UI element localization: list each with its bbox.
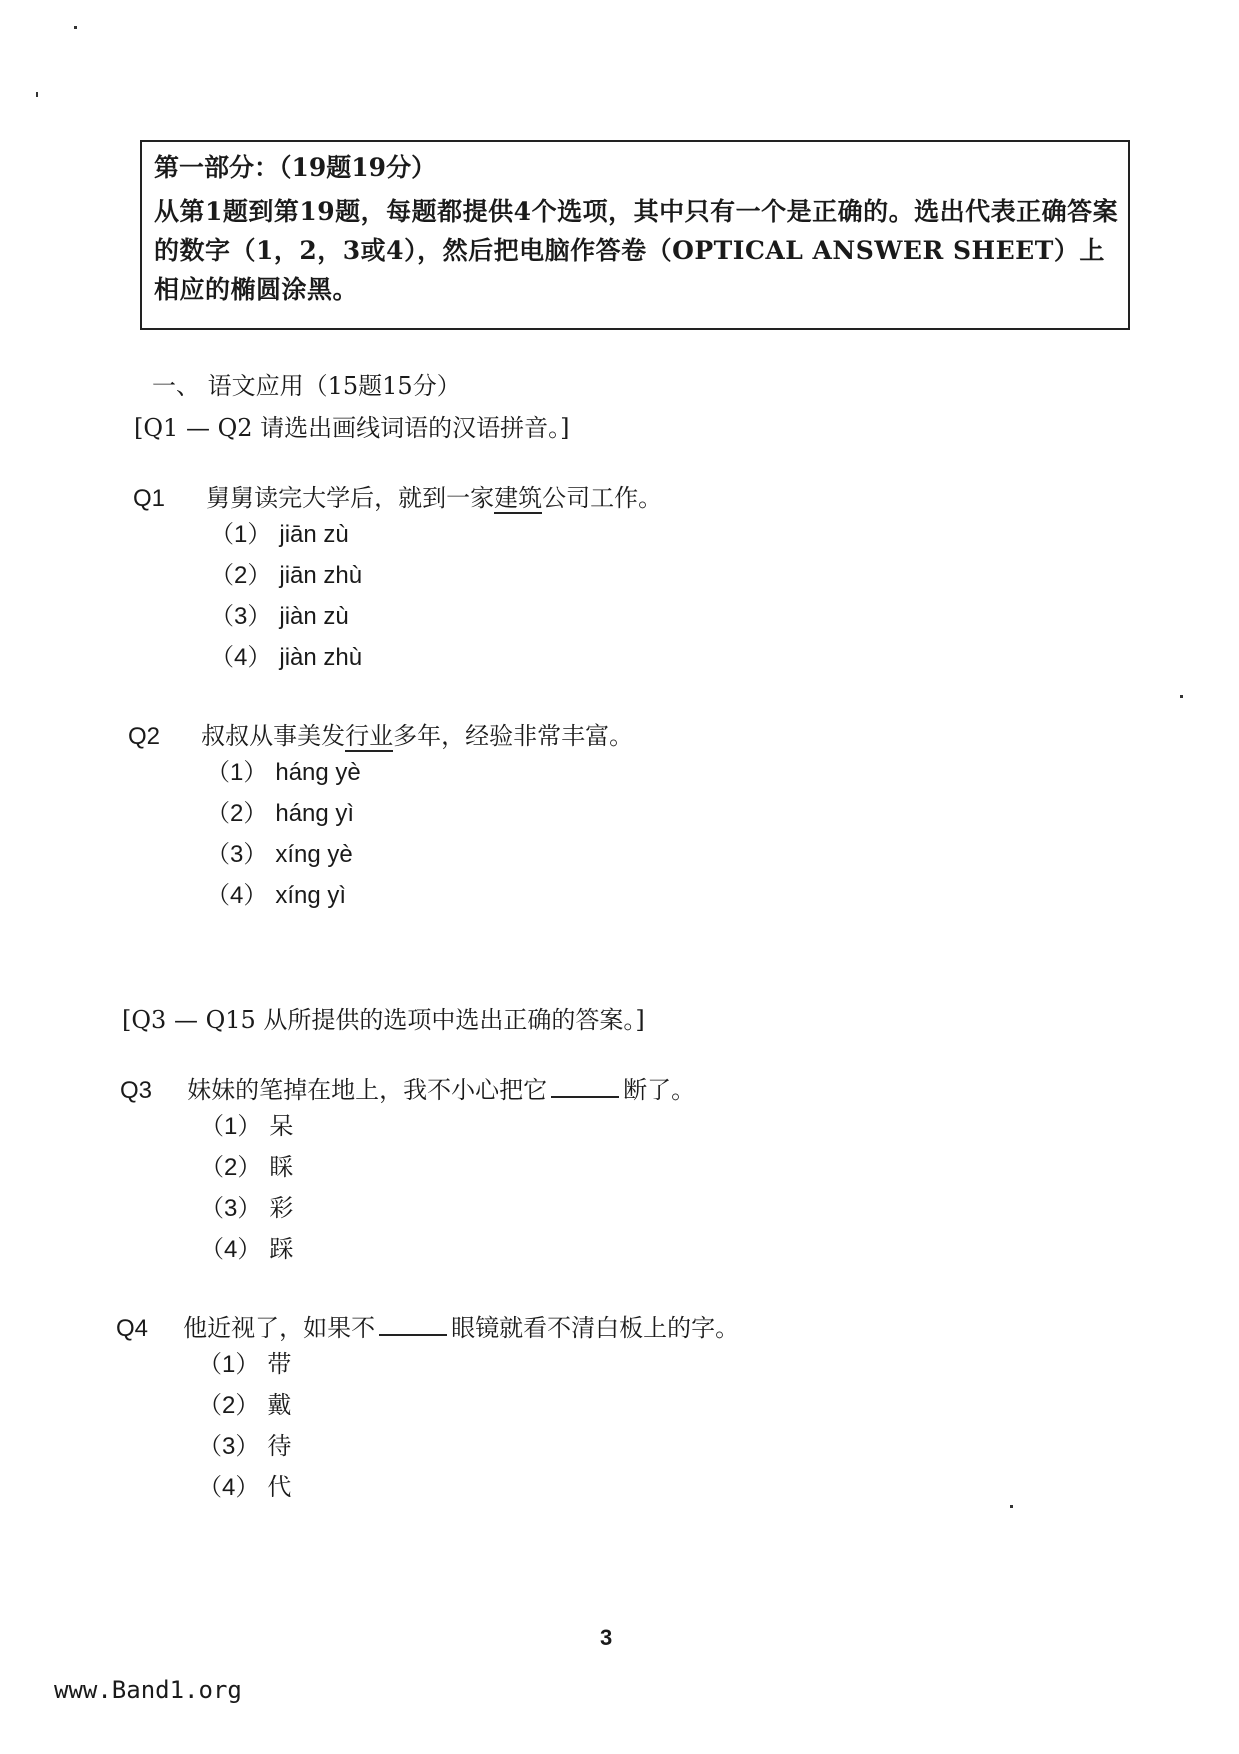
question-stem [201,722,633,750]
option: （3） 待 [198,1433,292,1460]
stem-text: 公司工作。 [542,484,663,512]
question-number: Q2 [128,723,161,750]
option: （1） jiān zù [210,521,349,548]
scan-speck [1180,695,1183,698]
question-q2 [128,716,633,751]
part-instruction-box [140,140,1130,330]
stem-text: 断了。 [623,1076,696,1104]
option: （2） jiān zhù [210,562,363,589]
question-stem [206,484,662,512]
instruction-q1-q2: [Q1 — Q2 请选出画线词语的汉语拼音。] [134,414,570,442]
stem-underlined: 行业 [345,722,394,750]
option: （2） háng yì [206,800,355,827]
option: （1） 带 [198,1351,292,1378]
stem-text: 妹妹的笔掉在地上，我不小心把它 [187,1076,548,1104]
footer-url: www.Band1.org [54,1676,242,1704]
option: （4） jiàn zhù [210,644,363,671]
scan-speck [1010,1505,1013,1508]
option: （4） xíng yì [206,882,347,909]
option: （4） 踩 [200,1236,294,1263]
stem-text: 他近视了，如果不 [183,1314,376,1342]
stem-text: 眼镜就看不清白板上的字。 [451,1314,740,1342]
question-q1 [133,478,662,513]
question-number: Q1 [133,485,166,512]
scan-speck [74,26,77,29]
q1-options [210,514,362,678]
q4-options [198,1344,291,1508]
question-number: Q4 [116,1315,149,1342]
option: （1） háng yè [206,759,361,786]
option: （1） 呆 [200,1113,294,1140]
q3-options [200,1106,293,1270]
scan-speck [36,92,38,97]
option: （2） 睬 [200,1154,294,1181]
question-q3 [120,1070,695,1105]
instruction-q3-q15: [Q3 — Q15 从所提供的选项中选出正确的答案。] [122,1006,645,1034]
option: （3） xíng yè [206,841,353,868]
q2-options [206,752,361,916]
question-stem [187,1076,695,1104]
option: （4） 代 [198,1474,292,1501]
option: （3） jiàn zù [210,603,349,630]
stem-text: 多年，经验非常丰富。 [393,722,634,750]
question-q4 [116,1308,739,1343]
part-title: 第一部分：（19题19分） [154,153,437,182]
part-instruction: 从第1题到第19题，每题都提供4个选项，其中只有一个是正确的。选出代表正确答案的数字（1，2，3或4），然后把电脑作答卷（OPTICAL ANSWER SHEET）上相应的椭圆涂黑。 [154,197,1119,304]
question-number: Q3 [120,1077,153,1104]
question-stem [183,1314,739,1342]
option: （3） 彩 [200,1195,294,1222]
page-number: 3 [600,1625,613,1650]
stem-underlined: 建筑 [494,484,543,512]
section-heading: 一、 语文应用（15题15分） [152,372,461,400]
answer-blank [379,1312,447,1336]
stem-text: 叔叔从事美发 [201,722,346,750]
option: （2） 戴 [198,1392,292,1419]
stem-text: 舅舅读完大学后，就到一家 [206,484,495,512]
answer-blank [551,1074,619,1098]
